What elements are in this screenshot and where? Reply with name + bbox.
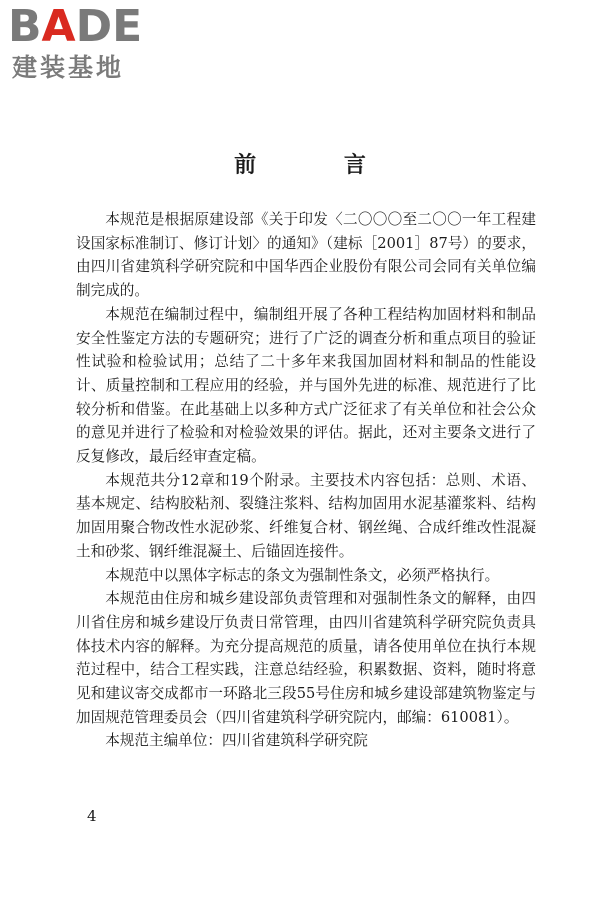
preface-body xyxy=(76,208,536,753)
paragraph-chief-editor: 本规范主编单位：四川省建筑科学研究院 xyxy=(105,732,368,750)
page-number: 4 xyxy=(87,807,97,825)
logo-wordmark: BADE xyxy=(8,1,143,52)
paragraph-contents: 本规范共分12章和19个附录。主要技术内容包括：总则、术语、基本规定、结构胶粘剂、裂缝注浆料、结构加固用水泥基灌浆料、结构加固用聚合物改性水泥砂浆、纤维复合材、钢丝绳、合成纤维改性混凝土和砂浆、钢纤维混凝土、后锚固连接件。 xyxy=(76,471,536,560)
page-title: 前 言 xyxy=(234,152,406,178)
logo-accent-letter: A xyxy=(41,1,76,52)
paragraph-basis: 本规范是根据原建设部《关于印发〈二〇〇〇至二〇〇一年工程建设国家标准制订、修订计划〉的通知》（建标［2001］87号）的要求，由四川省建筑科学研究院和中国华西企业股份有限公司会同有关单位编制完成的。 xyxy=(76,211,536,300)
paragraph-management: 本规范由住房和城乡建设部负责管理和对强制性条文的解释，由四川省住房和城乡建设厅负责日常管理，由四川省建筑科学研究院负责具体技术内容的解释。为充分提高规范的质量，请各使用单位在执行本规范过程中，结合工程实践，注意总结经验，积累数据、资料，随时将意见和建议寄交成都市一环路北三段55号住房和城乡建设部建筑物鉴定与加固规范管理委员会（四川省建筑科学研究院内，邮编：610081）。 xyxy=(76,590,536,726)
logo-subtitle: 建装基地 xyxy=(12,53,125,82)
paragraph-mandatory: 本规范中以黑体字标志的条文为强制性条文，必须严格执行。 xyxy=(105,566,500,584)
paragraph-process: 本规范在编制过程中，编制组开展了各种工程结构加固材料和制品安全性鉴定方法的专题研究；进行了广泛的调查分析和重点项目的验证性试验和检验试用；总结了二十多年来我国加固材料和制品的性能设计、质量控制和工程应用的经验，并与国外先进的标准、规范进行了比较分析和借鉴。在此基础上以多种方式广泛征求了有关单位和社会公众的意见并进行了检验和对检验效果的评估。据此，还对主要条文进行了反复修改，最后经审查定稿。 xyxy=(76,305,536,466)
bade-logo xyxy=(8,2,178,84)
